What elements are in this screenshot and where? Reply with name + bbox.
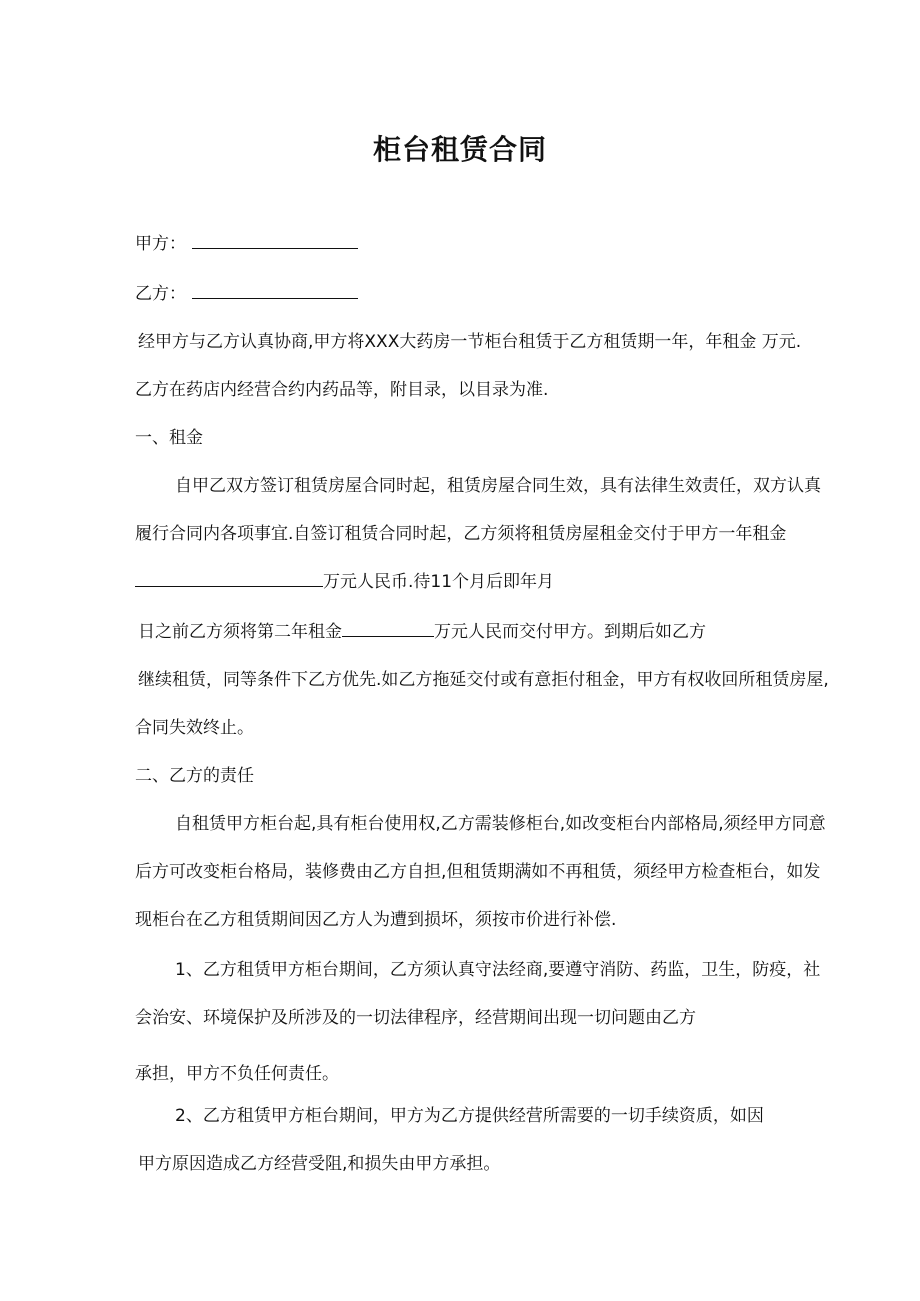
section-2-line-1: 自租赁甲方柜台起,具有柜台使用权,乙方需装修柜台,如改变柜台内部格局,须经甲方同意 <box>175 814 826 834</box>
party-b-label: 乙方： <box>135 284 186 304</box>
party-b-line <box>135 282 358 306</box>
section-1-line-2: 履行合同内各项事宜.自签订租赁合同时起，乙方须将租赁房屋租金交付于甲方一年租金 <box>135 524 787 544</box>
section-1-line-3-text: 万元人民币.待11个月后即年月 <box>323 572 555 592</box>
party-a-blank[interactable] <box>192 232 358 249</box>
section-1-line-1: 自甲乙双方签订租赁房屋合同时起，租赁房屋合同生效，具有法律生效责任，双方认真 <box>175 476 821 496</box>
section-1-line-4-text-a: 日之前乙方须将第二年租金 <box>138 622 342 642</box>
party-a-label: 甲方： <box>135 234 186 254</box>
second-year-rent-blank[interactable] <box>342 620 434 637</box>
intro-line-2: 乙方在药店内经营合约内药品等，附目录，以目录为准. <box>135 380 549 400</box>
first-year-rent-blank[interactable] <box>135 570 323 587</box>
item-1-line-3: 承担，甲方不负任何责任。 <box>135 1064 339 1084</box>
item-2-line-1: 2、乙方租赁甲方柜台期间，甲方为乙方提供经营所需要的一切手续资质，如因 <box>175 1106 764 1126</box>
party-b-blank[interactable] <box>192 282 358 299</box>
item-2-line-2: 甲方原因造成乙方经营受阻,和损失由甲方承担。 <box>138 1154 501 1174</box>
section-1-line-4-text-b: 万元人民而交付甲方。到期后如乙方 <box>434 622 706 642</box>
section-1-line-5: 继续租赁，同等条件下乙方优先.如乙方拖延交付或有意拒付租金，甲方有权收回所租赁房屋, <box>138 670 829 690</box>
section-2-heading: 二、乙方的责任 <box>135 766 254 786</box>
item-1-line-1: 1、乙方租赁甲方柜台期间，乙方须认真守法经商,要遵守消防、药监，卫生，防疫，社 <box>175 960 821 980</box>
party-a-line <box>135 232 358 256</box>
section-1-heading: 一、租金 <box>135 428 203 448</box>
section-1-line-3 <box>135 570 554 594</box>
section-2-line-2: 后方可改变柜台格局，装修费由乙方自担,但租赁期满如不再租赁，须经甲方检查柜台，如发 <box>135 862 821 882</box>
section-2-line-3: 现柜台在乙方租赁期间因乙方人为遭到损坏，须按市价进行补偿. <box>135 910 617 930</box>
section-1-line-6: 合同失效终止。 <box>135 718 254 738</box>
intro-line-1: 经甲方与乙方认真协商,甲方将XXX大药房一节柜台租赁于乙方租赁期一年，年租金 万元. <box>138 332 802 352</box>
item-1-line-2: 会治安、环境保护及所涉及的一切法律程序，经营期间出现一切问题由乙方 <box>135 1008 696 1028</box>
section-1-line-4 <box>138 620 706 644</box>
page-title: 柜台租赁合同 <box>372 133 547 166</box>
